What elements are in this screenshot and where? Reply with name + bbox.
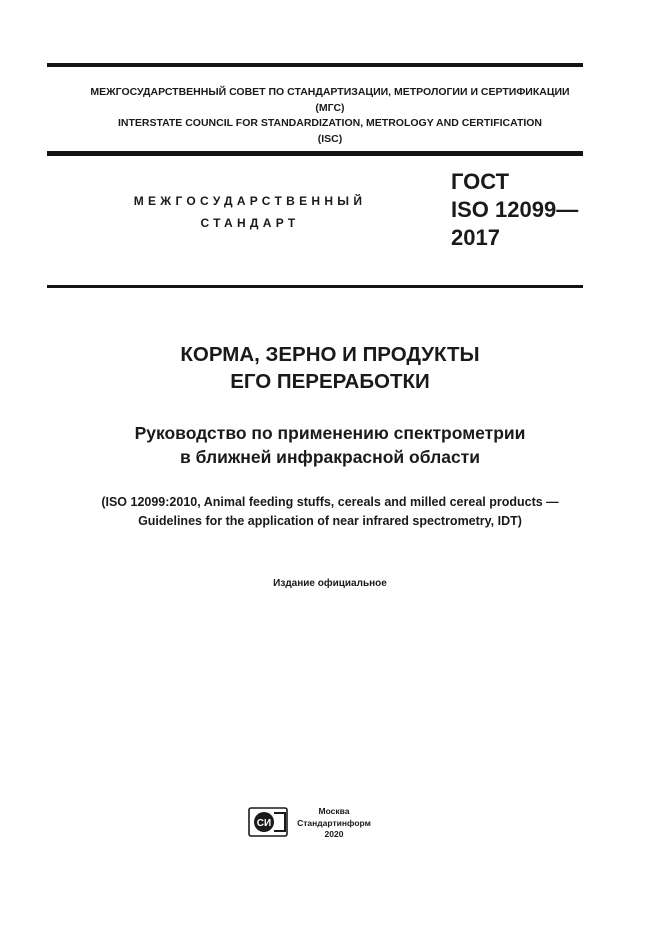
title-line-2: ЕГО ПЕРЕРАБОТКИ <box>230 370 430 393</box>
standartinform-logo-icon <box>248 807 288 837</box>
council-en-abbr: (ISC) <box>317 132 343 145</box>
top-rule <box>47 63 583 67</box>
title-line-1: КОРМА, ЗЕРНО И ПРОДУКТЫ <box>180 343 480 366</box>
publisher-imprint <box>284 806 384 841</box>
standard-type-line1: МЕЖГОСУДАРСТВЕННЫЙ <box>133 194 367 208</box>
header-divider <box>47 151 583 156</box>
standard-type-line2: СТАНДАРТ <box>200 216 300 230</box>
gost-number: ISO 12099— <box>451 197 579 222</box>
gost-year: 2017 <box>451 225 500 250</box>
gost-designation <box>451 168 578 252</box>
intl-line-1: (ISO 12099:2010, Animal feeding stuffs, cereals and milled cereal products — <box>101 495 559 509</box>
council-ru-abbr: (МГС) <box>315 101 345 114</box>
subtitle-line-2: в ближней инфракрасной области <box>179 447 481 467</box>
logo-lettering: СИ <box>256 818 272 829</box>
edition-note: Издание официальное <box>273 578 387 589</box>
subtitle-line-1: Руководство по применению спектрометрии <box>134 423 526 443</box>
publisher-city: Москва <box>318 806 350 816</box>
international-reference <box>30 493 630 531</box>
intl-line-2: Guidelines for the application of near infrared spectrometry, IDT) <box>138 514 522 528</box>
gost-label: ГОСТ <box>451 169 510 194</box>
publication-year: 2020 <box>324 829 344 839</box>
document-title <box>30 341 630 395</box>
council-header <box>40 85 620 147</box>
standard-type-label <box>95 190 405 234</box>
council-ru-name: МЕЖГОСУДАРСТВЕННЫЙ СОВЕТ ПО СТАНДАРТИЗАЦИИ, МЕТРОЛОГИИ И СЕРТИФИКАЦИИ <box>90 86 570 98</box>
council-en-name: INTERSTATE COUNCIL FOR STANDARDIZATION, METROLOGY AND CERTIFICATION <box>117 117 543 129</box>
document-subtitle <box>30 421 630 469</box>
designation-divider <box>47 285 583 288</box>
publisher-name: Стандартинформ <box>297 817 371 828</box>
